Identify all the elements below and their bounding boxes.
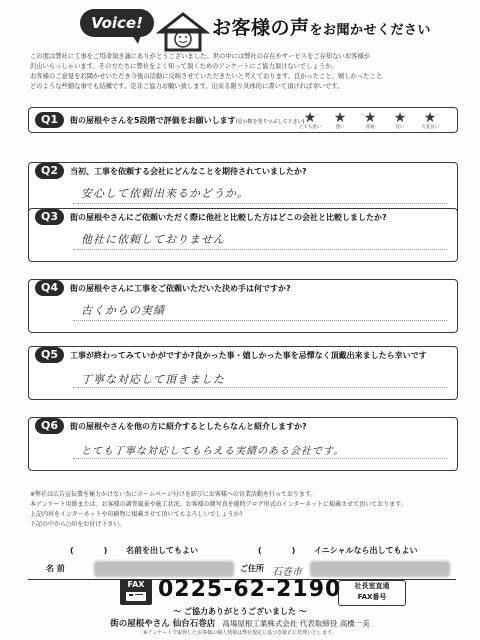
name-label: 名 前 <box>46 564 65 573</box>
fax-badge: 社長室直通 FAX番号 <box>338 580 406 606</box>
option-label: イニシャルなら出してもよい <box>314 545 418 555</box>
thanks-text: 〜 ご協力ありがとうございました 〜 <box>173 607 307 616</box>
house-icon <box>156 12 210 52</box>
question-text: 工事が終わってみていかがですか?良かった事・嬉しかった事を忌憚なく頂戴出来ましたら幸いです <box>70 350 427 360</box>
option-circle-slot: () <box>258 545 326 555</box>
intro-line: どのような些細な事でも結構です。是非ご協力お願い致します。出来る限り具体的に書いて頂ければ幸いです。 <box>30 83 344 90</box>
answer-handwriting[interactable]: 安心して依頼出来るかどうか。 <box>81 187 249 200</box>
address-field-redacted[interactable] <box>310 561 450 577</box>
option-label: 名前を出してもよい <box>126 545 198 555</box>
star-icon: ★ <box>303 110 317 126</box>
question-number: Q3 <box>35 209 64 225</box>
fax-row <box>120 579 420 605</box>
notes <box>30 490 450 530</box>
note-line: 下記の中から○印をお付け下さい。 <box>30 521 126 528</box>
answer-handwriting[interactable]: 古くからの実績 <box>81 304 165 317</box>
note-line: 上記内容をインターネットや印刷物に掲載させて頂いてもよろしいでしょうか? <box>30 511 243 518</box>
star-icon: ★ <box>423 110 437 126</box>
question-text: 当初、工事を依頼する会社にどんなことを期待されていましたか? <box>70 166 307 176</box>
shop-row <box>0 617 480 629</box>
address-label: ご住所 <box>240 564 264 573</box>
answer-line <box>73 387 447 388</box>
voice-bubble-tail <box>130 32 142 44</box>
option-initial[interactable] <box>258 543 418 557</box>
question-number: Q4 <box>35 280 64 296</box>
question-text: 街の屋根やさんを他の方に紹介するとしたらなんと紹介しますか? <box>70 421 307 431</box>
rating-stars[interactable]: ★ とても悪い ★ 悪い ★ 普通 ★ 良い ★ 大変良い <box>296 111 446 133</box>
footer <box>0 606 480 636</box>
title-main: お客様の声 <box>212 17 310 39</box>
fax-number[interactable]: 0225-62-2190 <box>158 577 342 602</box>
star-icon: ★ <box>333 110 347 126</box>
company-name: 高場屋根工業株式会社 代表取締役 高橋一美 <box>222 619 370 628</box>
question-number: Q5 <box>35 347 64 363</box>
intro-line: この度は弊社に工事をご用命頂き誠にありがとうございました。世の中には弊社の存在やサービスをご存知ないお客様が <box>30 53 371 60</box>
fax-machine-icon: FAX <box>120 579 152 605</box>
intro-text <box>30 52 450 92</box>
answer-handwriting[interactable]: 他社に依頼しておりません <box>81 233 225 246</box>
voice-badge: Voice! <box>80 9 154 37</box>
question-number: Q6 <box>35 418 64 434</box>
title-tail: をお聞かせください <box>309 23 432 38</box>
answer-line <box>73 320 447 321</box>
star-icon: ★ <box>363 110 377 126</box>
intro-line: 沢山いらっしゃいます。その方たちに弊社をよく知って頂くためのアンケートにご協力頂けないでしょうか。 <box>30 63 338 70</box>
answer-line <box>73 458 447 459</box>
question-number: Q2 <box>35 163 64 179</box>
question-text: 街の屋根やさんに工事をご依頼いただいた決め手は何ですか? <box>70 283 291 293</box>
intro-line: お客様のご意見をお聞かせいただき今後の活動に反映させていただきたいと考えております。良かったこと、嬉しかったこと <box>30 73 383 80</box>
name-field-redacted[interactable] <box>94 561 234 577</box>
question-number: Q1 <box>35 112 64 128</box>
answer-handwriting[interactable]: 丁寧な対応して頂きました <box>81 373 225 386</box>
shop-name: 街の屋根やさん 仙台石巻店 <box>110 619 216 629</box>
question-4 <box>28 279 458 333</box>
question-5 <box>28 346 458 400</box>
question-6 <box>28 417 458 471</box>
answer-line <box>73 203 447 204</box>
note-line: 本アンケート用紙または、お客様の調査風景や施工状況、お客様の顔写真を随時ブログ形式のインターネットに掲載させて頂いております。 <box>30 501 407 508</box>
question-text: 街の屋根やさんにご依頼いただく際に他社と比較した方はどこの会社と比較しましたか? <box>70 212 387 222</box>
answer-line <box>73 249 447 250</box>
option-name[interactable] <box>70 543 198 557</box>
star-icon: ★ <box>393 110 407 126</box>
footnote: ※アンケートで取得したお客様の個人情報は弊社規定に基づき厳正に管理いたします。 <box>143 630 337 636</box>
note-line: ※弊社は広告宣伝費を極力かけない為にホームページ付けを結びにお客様への営業活動を行っております。 <box>30 491 317 498</box>
address-handwriting[interactable]: 石巻市 <box>272 567 302 578</box>
header <box>60 6 460 44</box>
question-3 <box>28 208 458 262</box>
question-text: 街の屋根やさんを5段階で評価をお願いします(星の数を塗りつぶして下さい) <box>70 115 305 125</box>
page-title <box>212 13 431 40</box>
option-circle-slot: () <box>70 545 138 555</box>
answer-handwriting[interactable]: とても丁寧な対応してもらえる実績のある会社です。 <box>81 446 345 457</box>
